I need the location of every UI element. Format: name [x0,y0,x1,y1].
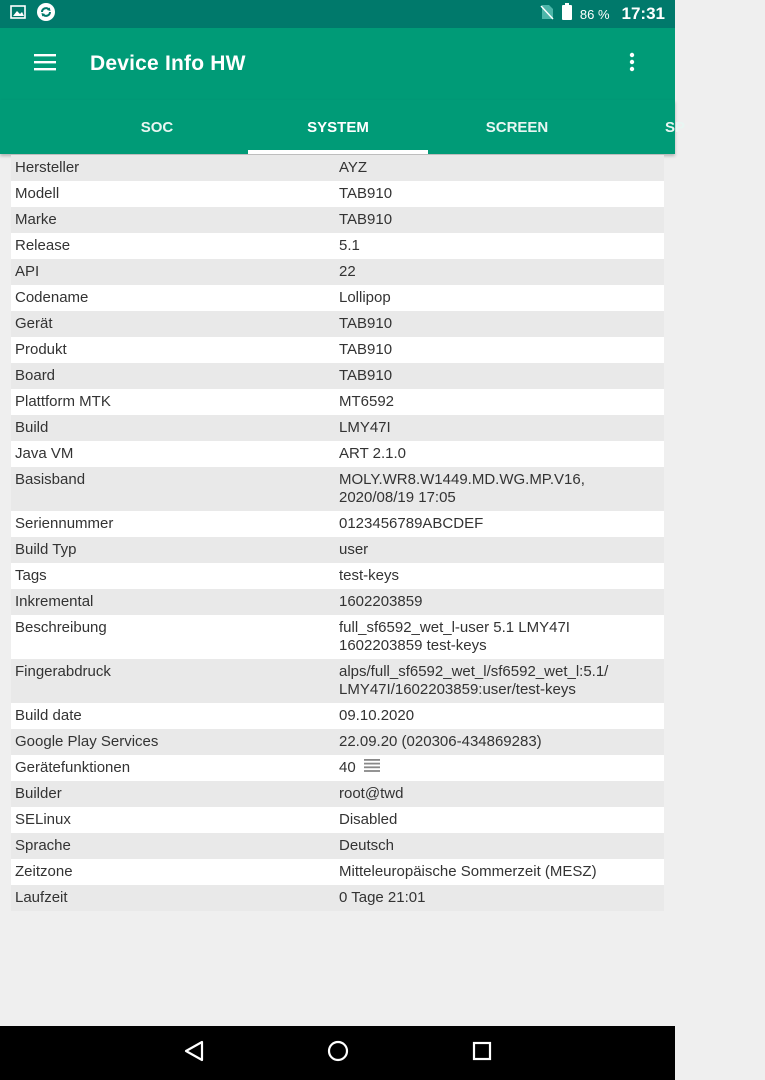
app-title: Device Info HW [90,52,246,75]
navigation-bar [0,1026,675,1080]
tab-indicator [248,150,428,154]
back-button[interactable] [122,1026,266,1080]
info-value-text: 5.1 [339,237,360,254]
info-label: Codename [15,289,89,306]
info-value [339,541,660,559]
system-info-list[interactable] [11,155,664,911]
info-value [339,515,660,533]
info-label: Board [15,367,56,384]
info-row [11,659,664,703]
info-value [339,289,660,307]
clock: 17:31 [621,4,665,23]
info-label: Fingerabdruck [15,663,111,680]
info-value [339,159,660,177]
info-value [339,341,660,359]
info-value [339,393,660,411]
info-row [11,441,664,467]
info-value [339,889,660,907]
info-label: Tags [15,567,47,584]
info-row [11,389,664,415]
info-label: Build Typ [15,541,77,558]
home-button[interactable] [266,1026,410,1080]
info-value-text: full_sf6592_wet_l-user 5.1 LMY47I 1602203859 test-keys [339,619,570,654]
info-label: Modell [15,185,60,202]
info-value-text: MT6592 [339,393,395,410]
no-sim-icon [540,4,554,25]
info-value-text: TAB910 [339,211,393,228]
app-bar [0,28,675,100]
info-value [339,863,660,881]
tab-soc[interactable]: SOC [140,118,174,136]
info-value-text: 0 Tage 21:01 [339,889,426,907]
tab-system[interactable]: SYSTEM [307,118,369,136]
info-row [11,207,664,233]
info-row [11,859,664,885]
info-row [11,155,664,181]
info-label: Gerätefunktionen [15,759,131,776]
info-label: Plattform MTK [15,393,111,410]
info-label: Google Play Services [15,733,159,750]
info-value-text: ART 2.1.0 [339,445,406,462]
info-value-text: Mitteleuropäische Sommerzeit (MESZ) [339,863,597,881]
info-row [11,833,664,859]
info-row [11,615,664,659]
info-value-text: 40 [339,759,356,776]
info-label: API [15,263,40,280]
tab-bar [0,100,685,154]
info-label: Java VM [15,445,74,462]
info-label: Beschreibung [15,619,107,636]
status-bar [0,0,675,28]
info-label: SELinux [15,811,71,829]
info-row [11,181,664,207]
tab-screen[interactable]: SCREEN [485,118,549,136]
info-value [339,811,660,829]
info-value-text: 22 [339,263,356,280]
home-icon [327,1040,349,1067]
info-label: Gerät [15,315,53,332]
info-label: Release [15,237,71,254]
info-row [11,363,664,389]
info-value-text: TAB910 [339,185,393,202]
info-value [339,367,660,385]
info-value-text: TAB910 [339,341,393,358]
info-value [339,211,660,229]
info-value [339,237,660,255]
info-value [339,759,660,777]
menu-button[interactable] [0,28,90,100]
info-label: Seriennummer [15,515,114,532]
info-row [11,259,664,285]
info-row [11,563,664,589]
info-value-text: 0123456789ABCDEF [339,515,484,532]
info-value [339,733,660,751]
more-vert-icon [629,52,635,77]
info-value [339,263,660,281]
back-icon [184,1040,204,1067]
info-row [11,285,664,311]
info-value [339,837,660,855]
more-options-button[interactable] [589,28,675,100]
info-value [339,619,660,655]
info-label: Produkt [15,341,67,358]
recents-icon [473,1042,491,1065]
info-value [339,663,660,699]
info-row [11,337,664,363]
info-value-text: TAB910 [339,315,393,332]
info-value-text: MOLY.WR8.W1449.MD.WG.MP.V16, 2020/08/19 17:05 [339,471,585,506]
info-value-text: user [339,541,369,558]
info-value [339,785,660,803]
info-value [339,471,660,507]
info-row [11,511,664,537]
info-value-text: Deutsch [339,837,395,855]
gallery-icon [10,5,26,24]
info-value [339,315,660,333]
tab-sp[interactable]: SP [664,118,685,136]
info-label: Zeitzone [15,863,73,881]
info-row [11,415,664,441]
info-value-text: Disabled [339,811,398,829]
info-value-text: LMY47I [339,419,391,436]
list-icon[interactable] [364,759,380,777]
info-label: Basisband [15,471,86,488]
battery-icon [562,3,572,25]
info-value-text: AYZ [339,159,368,176]
info-row [11,885,664,911]
info-label: Laufzeit [15,889,68,907]
info-row [11,467,664,511]
info-value-text: Lollipop [339,289,391,306]
info-value-text: 22.09.20 (020306-434869283) [339,733,542,750]
info-value-text: test-keys [339,567,400,584]
info-row [11,233,664,259]
info-row [11,703,664,729]
info-row [11,729,664,755]
tab-ein[interactable] [0,100,77,154]
menu-icon [34,53,56,76]
info-label: Build date [15,707,82,724]
info-value-text: TAB910 [339,367,393,384]
info-label: Inkremental [15,593,94,610]
info-value-text: root@twd [339,785,404,803]
info-value [339,419,660,437]
info-row [11,311,664,337]
info-label: Hersteller [15,159,80,176]
info-value-text: 1602203859 [339,593,423,610]
info-value-text: 09.10.2020 [339,707,415,724]
recents-button[interactable] [410,1026,554,1080]
info-row [11,807,664,833]
info-label: Sprache [15,837,71,855]
info-value [339,593,660,611]
info-label: Marke [15,211,57,228]
info-value [339,567,660,585]
info-row [11,589,664,615]
info-value [339,707,660,725]
info-value [339,185,660,203]
info-label: Builder [15,785,62,803]
info-value [339,445,660,463]
info-row [11,537,664,563]
info-value-text: alps/full_sf6592_wet_l/sf6592_wet_l:5.1/ LMY47I/1602203859:user/test-keys [339,663,609,698]
info-label: Build [15,419,49,436]
info-row [11,781,664,807]
sync-icon [36,2,56,27]
battery-percent: 86 % [579,6,610,22]
info-row [11,755,664,781]
